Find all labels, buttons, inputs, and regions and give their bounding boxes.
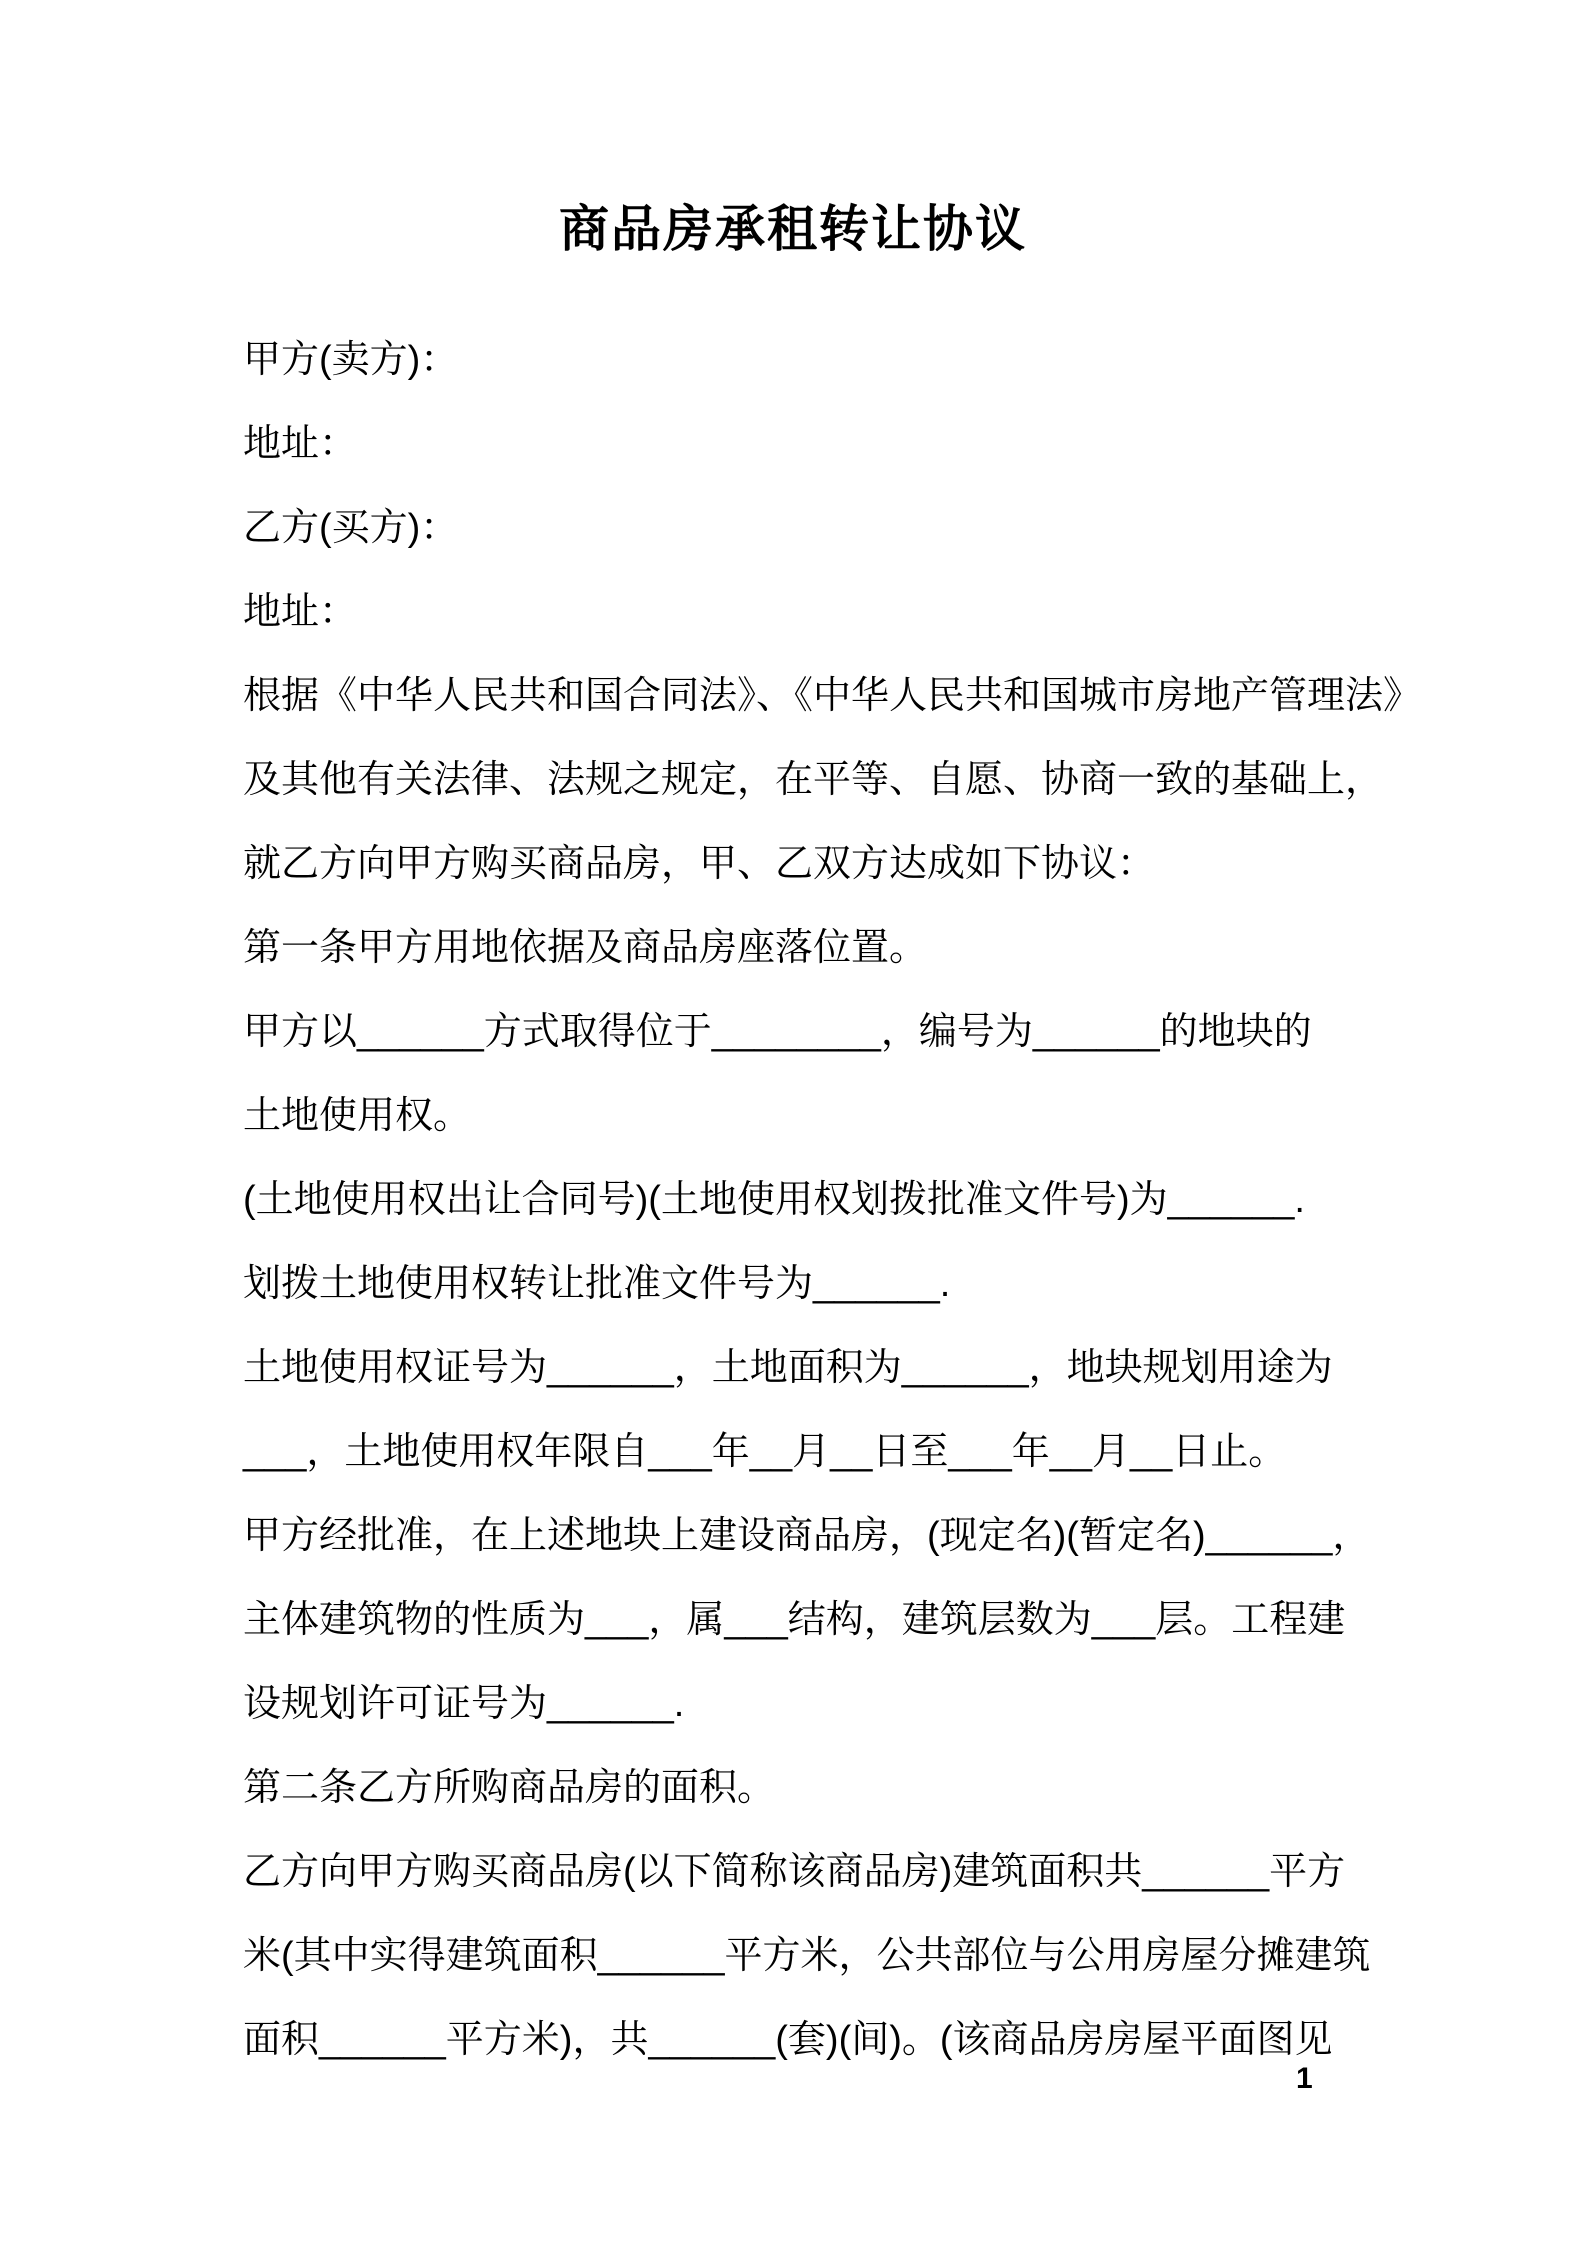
article-1-text-line: 划拨土地使用权转让批准文件号为______. [243, 1263, 951, 1305]
article-2-text-line: 米(其中实得建筑面积______平方米，公共部位与公用房屋分摊建筑 [243, 1935, 1371, 1977]
preamble-line: 就乙方向甲方购买商品房，甲、乙双方达成如下协议： [243, 843, 1156, 885]
preamble-line: 根据《中华人民共和国合同法》、《中华人民共和国城市房地产管理法》 [243, 675, 1422, 717]
article-1-text-line: ___，土地使用权年限自___年__月__日至___年__月__日止。 [243, 1431, 1287, 1473]
article-2-heading-line: 第二条乙方所购商品房的面积。 [243, 1767, 776, 1809]
article-2-text-line: 乙方向甲方购买商品房(以下简称该商品房)建筑面积共______平方 [243, 1851, 1346, 1893]
party-a-address-line: 地址： [243, 423, 358, 465]
article-1-heading-line: 第一条甲方用地依据及商品房座落位置。 [243, 927, 928, 969]
article-1-text-line: (土地使用权出让合同号)(土地使用权划拨批准文件号)为______. [243, 1179, 1305, 1221]
article-1-text-line: 土地使用权证号为______，土地面积为______，地块规划用途为 [243, 1347, 1333, 1389]
article-1-text-line: 甲方以______方式取得位于________，编号为______的地块的 [243, 1011, 1312, 1053]
article-1-text-line: 甲方经批准，在上述地块上建设商品房，(现定名)(暂定名)______， [243, 1515, 1371, 1557]
article-1-text-line: 设规划许可证号为______. [243, 1683, 685, 1725]
preamble-line: 及其他有关法律、法规之规定，在平等、自愿、协商一致的基础上， [243, 759, 1384, 801]
party-b-address-line: 地址： [243, 591, 358, 633]
party-a-line: 甲方(卖方)： [243, 339, 459, 381]
article-1-text-line: 主体建筑物的性质为___，属___结构，建筑层数为___层。工程建 [243, 1599, 1346, 1641]
article-2-text-line: 面积______平方米)，共______(套)(间)。(该商品房房屋平面图见 [243, 2019, 1333, 2061]
article-1-text-line: 土地使用权。 [243, 1095, 472, 1137]
document-title: 商品房承租转让协议 [559, 201, 1027, 257]
page-number: 1 [1296, 2062, 1313, 2095]
party-b-line: 乙方(买方)： [243, 507, 459, 549]
document-body [243, 318, 1422, 2082]
